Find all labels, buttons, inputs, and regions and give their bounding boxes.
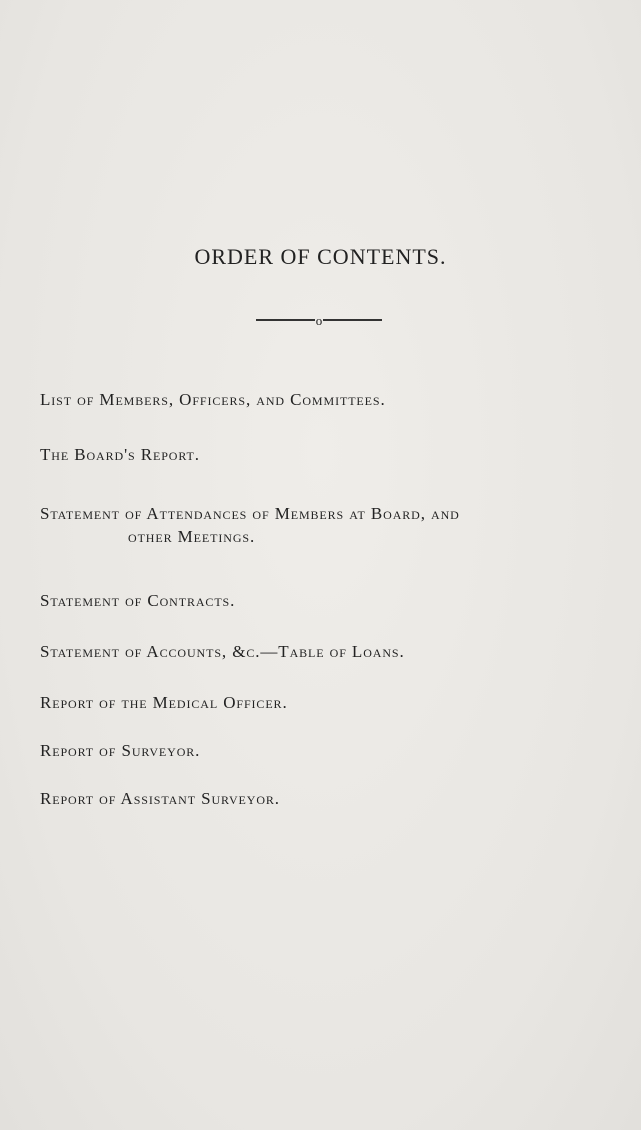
contents-entry-contracts	[40, 592, 235, 609]
contents-entry-boards-report	[40, 446, 200, 463]
contents-entry-medical-officer	[40, 694, 288, 711]
contents-entry-text: Statement of Contracts.	[40, 591, 236, 610]
contents-entry-members	[40, 391, 386, 408]
page-title: ORDER OF CONTENTS.	[194, 244, 447, 269]
contents-entry-text: Report of the Medical Officer.	[40, 693, 288, 712]
contents-entry-attendances	[40, 505, 460, 545]
contents-entry-text: Report of Surveyor.	[40, 741, 201, 760]
divider-rule-left	[256, 319, 315, 321]
contents-entry-text: Statement of Attendances of Members at Board, and	[40, 504, 460, 523]
divider-mark: o	[315, 312, 323, 328]
contents-entry-text: Statement of Accounts, &c.—Table of Loans.	[40, 642, 405, 661]
contents-entry-continuation: other Meetings.	[128, 527, 256, 546]
divider-rule-right	[323, 319, 382, 321]
contents-entry-text: The Board's Report.	[40, 445, 200, 464]
contents-entry-text: Report of Assistant Surveyor.	[40, 789, 280, 808]
contents-entry-text: List of Members, Officers, and Committees.	[40, 390, 386, 409]
contents-entry-assistant-surveyor	[40, 790, 280, 807]
contents-entry-accounts	[40, 643, 405, 660]
section-divider	[256, 310, 382, 330]
contents-entry-surveyor	[40, 742, 200, 759]
